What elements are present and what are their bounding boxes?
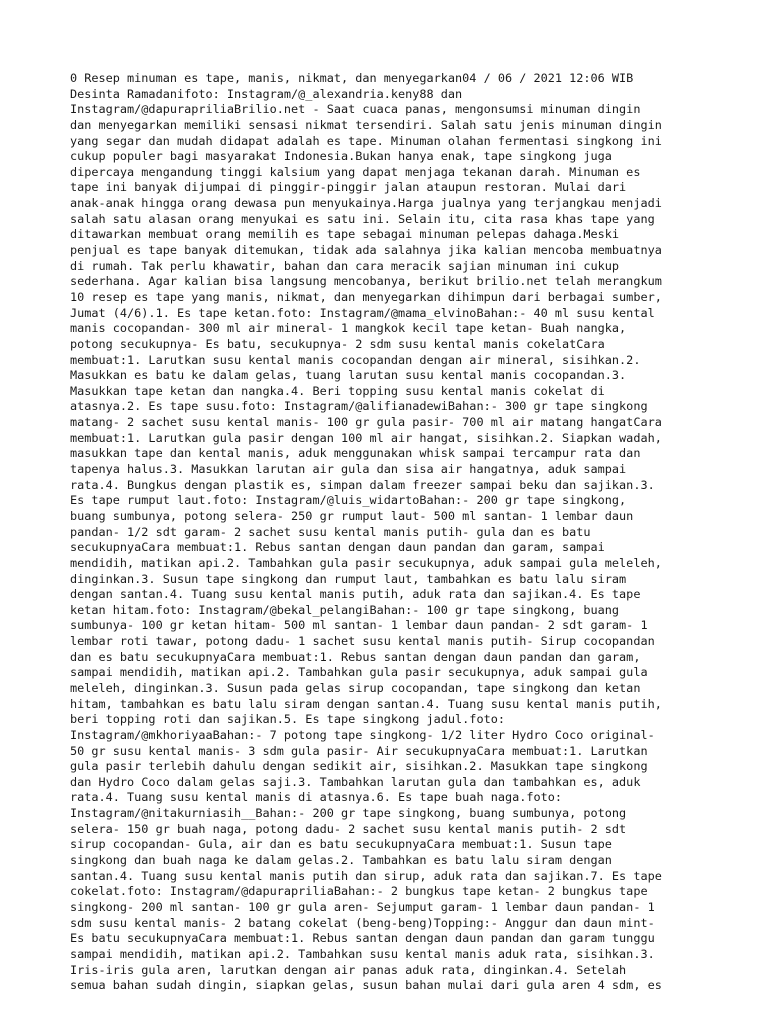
text-line: sederhana. Agar kalian bisa langsung mencobanya, berikut brilio.net telah merangkum [70, 274, 662, 289]
text-line: rata.4. Bungkus dengan plastik es, simpan dalam freezer sampai beku dan sajikan.3. [70, 477, 655, 492]
text-line: rata.4. Tuang susu kental manis di atasnya.6. Es tape buah naga.foto: [70, 790, 563, 805]
text-line: santan.4. Tuang susu kental manis putih dan sirup, aduk rata dan sajikan.7. Es tape [70, 868, 662, 883]
text-line: beri topping roti dan sajikan.5. Es tape singkong jadul.foto: [70, 712, 505, 727]
text-line: dengan santan.4. Tuang susu kental manis putih, aduk rata dan sajikan.4. Es tape [70, 587, 641, 602]
text-line: semua bahan sudah dingin, siapkan gelas, susun bahan mulai dari gula aren 4 sdm, es [70, 978, 662, 993]
text-line: Iris-iris gula aren, larutkan dengan air panas aduk rata, dinginkan.4. Setelah [70, 962, 627, 977]
text-line: hitam, tambahkan es batu lalu siram dengan santan.4. Tuang susu kental manis putih, [70, 696, 662, 711]
text-line: 0 Resep minuman es tape, manis, nikmat, dan menyegarkan04 / 06 / 2021 12:06 WIB [70, 71, 634, 85]
text-line: anak-anak hingga orang dewasa pun menyukainya.Harga jualnya yang terjangkau menjadi [70, 196, 662, 211]
text-line: sumbunya- 100 gr ketan hitam- 500 ml santan- 1 lembar daun pandan- 2 sdt garam- 1 [70, 618, 648, 633]
text-line: sampai mendidih, matikan api.2. Tambahkan susu kental manis aduk rata, sisihkan.3. [70, 946, 655, 961]
text-line: membuat:1. Larutkan susu kental manis cocopandan dengan air mineral, sisihkan.2. [70, 352, 641, 367]
text-line: potong secukupnya- Es batu, secukupnya- 2 sdm susu kental manis cokelatCara [70, 336, 605, 351]
text-line: membuat:1. Larutkan gula pasir dengan 100 ml air hangat, sisihkan.2. Siapkan wadah, [70, 430, 662, 445]
text-line: dinginkan.3. Susun tape singkong dan rumput laut, tambahkan es batu lalu siram [70, 571, 627, 586]
text-line: mendidih, matikan api.2. Tambahkan gula pasir secukupnya, aduk sampai gula meleleh, [70, 555, 662, 570]
text-line: tape ini banyak dijumpai di pinggir-pinggir jalan ataupun restoran. Mulai dari [70, 180, 627, 195]
text-line: Desinta Ramadanifoto: Instagram/@_alexandria.keny88 dan [70, 86, 463, 101]
text-line: dipercaya mengandung tinggi kalsium yang dapat menjaga tekanan darah. Minuman es [70, 164, 641, 179]
text-line: selera- 150 gr buah naga, potong dadu- 2 sachet susu kental manis putih- 2 sdt [70, 821, 627, 836]
text-line: singkong dan buah naga ke dalam gelas.2. Tambahkan es batu lalu siram dengan [70, 853, 612, 868]
text-line: salah satu alasan orang menyukai es satu ini. Selain itu, cita rasa khas tape yang [70, 211, 655, 226]
text-line: pandan- 1/2 sdt garam- 2 sachet susu kental manis putih- gula dan es batu [70, 524, 591, 539]
text-line: ditawarkan membuat orang memilih es tape sebagai minuman pelepas dahaga.Meski [70, 227, 620, 242]
text-line: masukkan tape dan kental manis, aduk menggunakan whisk sampai tercampur rata dan [70, 446, 641, 461]
text-line: di rumah. Tak perlu khawatir, bahan dan cara meracik sajian minuman ini cukup [70, 258, 620, 273]
text-line: Es batu secukupnyaCara membuat:1. Rebus santan dengan daun pandan dan garam tunggu [70, 931, 655, 946]
text-line: Instagram/@dapurapriliaBrilio.net - Saat cuaca panas, mengonsumsi minuman dingin [70, 102, 641, 117]
text-line: Instagram/@mkhoriyaaBahan:- 7 potong tape singkong- 1/2 liter Hydro Coco original- [70, 727, 655, 742]
text-line: meleleh, dinginkan.3. Susun pada gelas sirup cocopandan, tape singkong dan ketan [70, 680, 641, 695]
text-line: 10 resep es tape yang manis, nikmat, dan menyegarkan dihimpun dari berbagai sumber, [70, 289, 662, 304]
text-line: atasnya.2. Es tape susu.foto: Instagram/@alifianadewiBahan:- 300 gr tape singkong [70, 399, 648, 414]
text-line: cokelat.foto: Instagram/@dapurapriliaBahan:- 2 bungkus tape ketan- 2 bungkus tape [70, 884, 648, 899]
text-line: Es tape rumput laut.foto: Instagram/@luis_widartoBahan:- 200 gr tape singkong, [70, 493, 627, 508]
text-line: 50 gr susu kental manis- 3 sdm gula pasir- Air secukupnyaCara membuat:1. Larutkan [70, 743, 648, 758]
text-line: ketan hitam.foto: Instagram/@bekal_pelangiBahan:- 100 gr tape singkong, buang [70, 602, 620, 617]
text-line: cukup populer bagi masyarakat Indonesia.Bukan hanya enak, tape singkong juga [70, 149, 612, 164]
text-line: penjual es tape banyak ditemukan, tidak ada salahnya jika kalian mencoba membuatnya [70, 243, 662, 258]
text-line: matang- 2 sachet susu kental manis- 100 gr gula pasir- 700 ml air matang hangatCara [70, 415, 662, 430]
text-line: yang segar dan mudah didapat adalah es tape. Minuman olahan fermentasi singkong ini [70, 133, 662, 148]
text-line: Masukkan es batu ke dalam gelas, tuang larutan susu kental manis cocopandan.3. [70, 368, 627, 383]
text-line: tapenya halus.3. Masukkan larutan air gula dan sisa air hangatnya, aduk sampai [70, 462, 627, 477]
text-line: Jumat (4/6).1. Es tape ketan.foto: Instagram/@mama_elvinoBahan:- 40 ml susu kental [70, 305, 655, 320]
text-line: dan menyegarkan memiliki sensasi nikmat tersendiri. Salah satu jenis minuman dingin [70, 117, 662, 132]
text-line: dan Hydro Coco dalam gelas saji.3. Tambahkan larutan gula dan tambahkan es, aduk [70, 774, 641, 789]
text-line: lembar roti tawar, potong dadu- 1 sachet susu kental manis putih- Sirup cocopandan [70, 634, 655, 649]
text-line: singkong- 200 ml santan- 100 gr gula aren- Sejumput garam- 1 lembar daun pandan- 1 [70, 899, 655, 914]
text-line: Masukkan tape ketan dan nangka.4. Beri topping susu kental manis cokelat di [70, 383, 605, 398]
text-line: secukupnyaCara membuat:1. Rebus santan dengan daun pandan dan garam, sampai [70, 540, 605, 555]
text-line: dan es batu secukupnyaCara membuat:1. Rebus santan dengan daun pandan dan garam, [70, 649, 641, 664]
text-line: sampai mendidih, matikan api.2. Tambahkan gula pasir secukupnya, aduk sampai gula [70, 665, 648, 680]
article-body [70, 71, 662, 994]
text-line: Instagram/@nitakurniasih__Bahan:- 200 gr tape singkong, buang sumbunya, potong [70, 806, 627, 821]
text-line: buang sumbunya, potong selera- 250 gr rumput laut- 500 ml santan- 1 lembar daun [70, 508, 634, 523]
text-line: gula pasir terlebih dahulu dengan sedikit air, sisihkan.2. Masukkan tape singkong [70, 759, 648, 774]
text-line: sirup cocopandan- Gula, air dan es batu secukupnyaCara membuat:1. Susun tape [70, 837, 612, 852]
text-line: sdm susu kental manis- 2 batang cokelat (beng-beng)Topping:- Anggur dan daun mint- [70, 915, 655, 930]
text-line: manis cocopandan- 300 ml air mineral- 1 mangkok kecil tape ketan- Buah nangka, [70, 321, 627, 336]
